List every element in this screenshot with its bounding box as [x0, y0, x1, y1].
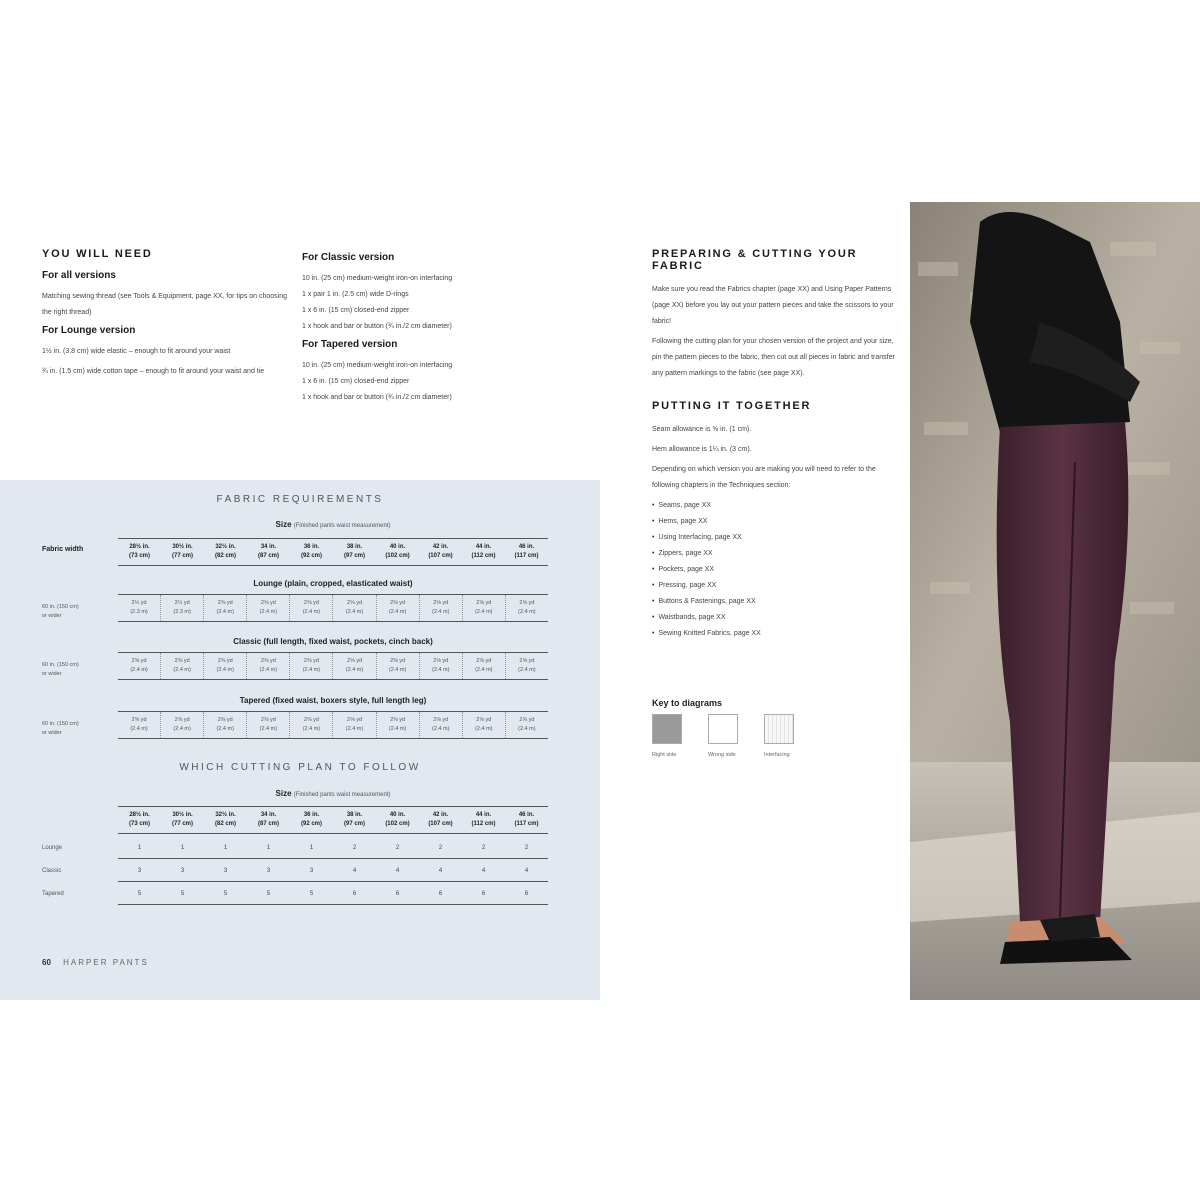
size-header-cell [505, 807, 548, 833]
amount-meters: (2.4 m) [518, 726, 536, 732]
fabric-amount-cell [333, 653, 376, 679]
cutting-plan-cell: 5 [266, 891, 271, 897]
lounge-version-title: For Lounge version [42, 325, 136, 336]
size-inches: 28½ in. [129, 544, 150, 550]
size-header-cell [204, 807, 247, 833]
fabric-amount-cell [247, 712, 290, 738]
fabric-size-note: (Finished pants waist measurement) [293, 523, 391, 529]
cutting-size-caption [118, 789, 548, 798]
technique-list-item: • Zippers, page XX [652, 546, 898, 562]
key-swatch-label: Wrong side [708, 752, 736, 758]
section-title: Classic (full length, fixed waist, pockets, cinch back) [233, 637, 433, 646]
cutting-plan-cell: 6 [395, 891, 400, 897]
amount-meters: (2.4 m) [345, 609, 364, 615]
amount-yards: 2⅝ yd [519, 600, 535, 606]
classic-version-item: 1 x 6 in. (15 cm) closed-end zipper [302, 307, 410, 314]
fabric-amount-row [118, 711, 548, 739]
technique-list-item: • Hems, page XX [652, 514, 898, 530]
amount-yards: 2⅝ yd [303, 658, 319, 664]
size-cm: (102 cm) [385, 553, 410, 559]
you-will-need-heading: YOU WILL NEED [42, 248, 153, 260]
size-header-cell [290, 539, 333, 565]
size-cm: (73 cm) [128, 553, 150, 559]
fabric-amount-cell [377, 653, 420, 679]
amount-meters: (2.4 m) [431, 667, 450, 673]
amount-yards: 2⅝ yd [433, 600, 449, 606]
size-inches: 42 in. [432, 544, 449, 550]
cutting-plan-cell: 6 [438, 891, 443, 897]
fabric-amount-cell [333, 595, 376, 621]
size-inches: 40 in. [389, 544, 406, 550]
amount-yards: 2⅝ yd [519, 658, 535, 664]
fabric-size-label: Size [275, 520, 292, 529]
cutting-size-note: (Finished pants waist measurement) [293, 792, 391, 798]
amount-yards: 2⅝ yd [390, 717, 406, 723]
width-label-line: 60 in. (150 cm) [42, 604, 79, 610]
amount-meters: (2.4 m) [475, 609, 493, 615]
size-header-cell [247, 539, 290, 565]
cutting-plan-cell: 5 [137, 891, 142, 897]
fabric-amount-cell [161, 712, 204, 738]
cutting-plan-cell: 5 [180, 891, 185, 897]
fabric-amount-cell [204, 653, 247, 679]
cutting-plan-cell: 1 [266, 845, 271, 851]
section-title: Lounge (plain, cropped, elasticated waist) [253, 579, 413, 588]
technique-list-item: • Buttons & Fastenings, page XX [652, 594, 898, 610]
amount-meters: (2.3 m) [173, 609, 191, 615]
size-header-cell [204, 539, 247, 565]
fabric-amount-cell [377, 712, 420, 738]
amount-yards: 2⅝ yd [131, 717, 147, 723]
size-cm: (87 cm) [257, 553, 279, 559]
cutting-plan-cell: 1 [309, 845, 314, 851]
putting-paragraph: Hem allowance is 1¼ in. (3 cm). [652, 446, 752, 453]
size-header-cell [505, 539, 548, 565]
cutting-plan-row [118, 861, 548, 882]
size-cm: (102 cm) [385, 821, 410, 827]
amount-meters: (2.4 m) [388, 667, 407, 673]
amount-meters: (2.4 m) [173, 667, 191, 673]
size-cm: (77 cm) [171, 821, 193, 827]
technique-list-item: • Pockets, page XX [652, 562, 898, 578]
diagram-key [652, 698, 794, 758]
amount-yards: 2⅝ yd [347, 717, 362, 723]
size-header-cell [247, 807, 290, 833]
amount-yards: 2⅝ yd [303, 717, 319, 723]
cutting-plan-cell: 4 [438, 868, 443, 874]
amount-yards: 2⅝ yd [260, 600, 276, 606]
amount-meters: (2.4 m) [130, 667, 148, 673]
size-inches: 34 in. [260, 544, 277, 550]
technique-list-item: • Waistbands, page XX [652, 610, 898, 626]
size-inches: 38 in. [346, 544, 363, 550]
amount-meters: (2.4 m) [259, 609, 278, 615]
amount-yards: 2⅝ yd [303, 600, 319, 606]
cutting-plan-cell: 6 [481, 891, 486, 897]
all-versions-item: Matching sewing thread (see Tools & Equipment, page XX, for tips on choosing the right thread) [42, 293, 288, 316]
cutting-size-label: Size [275, 789, 292, 798]
width-label-line: or wider [42, 671, 62, 677]
cutting-plan-cell: 6 [524, 891, 529, 897]
size-cm: (117 cm) [514, 821, 539, 827]
fabric-amount-row [118, 594, 548, 622]
size-cm: (82 cm) [214, 553, 236, 559]
amount-meters: (2.4 m) [259, 667, 278, 673]
cutting-plan-cell: 6 [352, 891, 357, 897]
key-swatches [652, 714, 794, 758]
key-title: Key to diagrams [652, 698, 723, 708]
cutting-plan-cell: 1 [180, 845, 185, 851]
amount-yards: 2⅝ yd [131, 658, 147, 664]
cutting-plan-cell: 2 [352, 845, 357, 851]
technique-list-item: • Sewing Knitted Fabrics, page XX [652, 626, 898, 642]
size-cm: (87 cm) [257, 821, 279, 827]
fabric-amount-cell [161, 595, 204, 621]
technique-list-item: • Pressing, page XX [652, 578, 898, 594]
fabric-amount-cell [420, 653, 463, 679]
cutting-plan-row-label: Tapered [42, 891, 64, 897]
tapered-version-item: 1 x hook and bar or button (¾ in./2 cm diameter) [302, 394, 452, 401]
cutting-plan-cell: 3 [137, 868, 142, 874]
amount-yards: 2⅝ yd [390, 600, 406, 606]
key-swatch-box [764, 714, 794, 744]
cutting-plan-cell: 5 [309, 891, 314, 897]
model-photo-illustration [910, 202, 1200, 1000]
size-inches: 46 in. [518, 812, 535, 818]
size-inches: 44 in. [475, 544, 492, 550]
tapered-version-item: 10 in. (25 cm) medium-weight iron-on interfacing [302, 362, 453, 369]
tapered-version-item: 1 x 6 in. (15 cm) closed-end zipper [302, 378, 410, 385]
key-swatch-label: Interfacing [764, 752, 790, 758]
tapered-version-title: For Tapered version [302, 339, 398, 350]
size-cm: (97 cm) [343, 821, 365, 827]
fabric-amount-cell [161, 653, 204, 679]
size-cm: (107 cm) [428, 553, 453, 559]
requirements-panel [0, 480, 600, 1000]
size-cm: (107 cm) [428, 821, 453, 827]
cutting-plan-cell: 2 [524, 845, 529, 851]
size-cm: (92 cm) [300, 821, 322, 827]
amount-meters: (2.4 m) [302, 609, 321, 615]
size-inches: 28½ in. [129, 812, 150, 818]
fabric-amount-cell [506, 653, 548, 679]
amount-yards: 2⅝ yd [260, 658, 276, 664]
classic-version-title: For Classic version [302, 252, 395, 263]
you-will-need-right-column [302, 248, 562, 406]
page-footer [42, 958, 149, 967]
key-swatch-box [708, 714, 738, 744]
cutting-plan-row-label: Lounge [42, 845, 63, 851]
cutting-plan-row-label: Classic [42, 868, 62, 874]
all-versions-title: For all versions [42, 270, 116, 281]
cutting-size-header-row [118, 806, 548, 834]
cutting-plan-cell: 1 [223, 845, 228, 851]
cutting-plan-cell: 4 [352, 868, 357, 874]
fabric-width-label: Fabric width [42, 546, 84, 553]
cutting-plan-cell: 4 [524, 868, 529, 874]
fabric-size-header-row [118, 538, 548, 566]
amount-yards: 2⅝ yd [433, 717, 449, 723]
classic-version-item: 10 in. (25 cm) medium-weight iron-on interfacing [302, 275, 453, 282]
technique-list-item: • Using Interfacing, page XX [652, 530, 898, 546]
amount-meters: (2.4 m) [130, 726, 148, 732]
cutting-plan-cell: 4 [481, 868, 486, 874]
preparing-paragraph: Following the cutting plan for your chosen version of the project and your size, pin the pattern pieces to the fabric, then cut out all pieces in fabric and transfer any pattern markings to the fabric (see page XX). [652, 338, 895, 377]
fabric-amount-cell [420, 712, 463, 738]
size-header-cell [161, 807, 204, 833]
amount-meters: (2.3 m) [130, 609, 148, 615]
classic-version-item: 1 x hook and bar or button (¾ in./2 cm diameter) [302, 323, 452, 330]
model-photo [910, 202, 1200, 1000]
preparing-heading: PREPARING & CUTTING YOUR FABRIC [652, 248, 858, 272]
size-inches: 38 in. [346, 812, 363, 818]
fabric-width-row-label [42, 603, 79, 621]
amount-meters: (2.4 m) [431, 726, 450, 732]
amount-meters: (2.4 m) [431, 609, 450, 615]
amount-yards: 2⅝ yd [476, 658, 492, 664]
fabric-size-caption [118, 520, 548, 529]
putting-paragraph: Seam allowance is ⅝ in. (1 cm). [652, 426, 752, 433]
amount-yards: 2⅝ yd [433, 658, 449, 664]
width-label-line: or wider [42, 730, 62, 736]
fabric-amount-cell [118, 712, 161, 738]
size-inches: 30½ in. [172, 544, 193, 550]
fabric-amount-cell [118, 595, 161, 621]
size-header-cell [333, 807, 376, 833]
page-number: 60 [42, 958, 51, 967]
cutting-plan-cell: 2 [395, 845, 400, 851]
amount-meters: (2.4 m) [302, 667, 321, 673]
fabric-amount-cell [420, 595, 463, 621]
size-inches: 40 in. [389, 812, 406, 818]
book-spread [0, 202, 1200, 1000]
amount-meters: (2.4 m) [302, 726, 321, 732]
amount-meters: (2.4 m) [475, 726, 493, 732]
cutting-plan-cell: 2 [438, 845, 443, 851]
fabric-amount-cell [290, 653, 333, 679]
lounge-version-item: 1½ in. (3.8 cm) wide elastic – enough to fit around your waist [42, 348, 231, 355]
preparing-paragraph: Make sure you read the Fabrics chapter (page XX) and Using Paper Patterns (page XX) before you lay out your pattern pieces and take the scissors to your fabric! [652, 286, 894, 325]
key-swatch [708, 714, 738, 758]
cutting-plan-cell: 3 [266, 868, 271, 874]
running-title: HARPER PANTS [63, 958, 149, 967]
cutting-plan-cell: 3 [180, 868, 185, 874]
fabric-amount-cell [290, 712, 333, 738]
putting-paragraph: Depending on which version you are making you will need to refer to the following chapters in the Techniques section: [652, 466, 876, 489]
technique-list [652, 498, 898, 642]
cutting-plan-cell: 5 [223, 891, 228, 897]
size-inches: 34 in. [260, 812, 277, 818]
amount-yards: 2⅝ yd [260, 717, 276, 723]
amount-meters: (2.4 m) [259, 726, 278, 732]
cutting-plan-row [118, 884, 548, 905]
amount-meters: (2.4 m) [216, 609, 234, 615]
fabric-requirements-title: FABRIC REQUIREMENTS [216, 494, 384, 505]
cutting-plan-cell: 3 [309, 868, 314, 874]
size-header-cell [462, 807, 505, 833]
fabric-amount-cell [463, 653, 506, 679]
size-inches: 36 in. [303, 812, 320, 818]
fabric-amount-cell [247, 653, 290, 679]
fabric-amount-cell [463, 712, 506, 738]
technique-list-item: • Seams, page XX [652, 498, 898, 514]
amount-yards: 2½ yd [131, 600, 147, 606]
fabric-amount-cell [506, 595, 548, 621]
amount-yards: 2⅝ yd [390, 658, 406, 664]
width-label-line: 60 in. (150 cm) [42, 662, 79, 668]
amount-meters: (2.4 m) [345, 726, 364, 732]
lounge-version-item: ¾ in. (1.5 cm) wide cotton tape – enough to fit around your waist and tie [42, 368, 265, 375]
amount-meters: (2.4 m) [518, 609, 536, 615]
cutting-plan-cell: 3 [223, 868, 228, 874]
key-swatch-box [652, 714, 682, 744]
fabric-amount-cell [506, 712, 548, 738]
width-label-line: or wider [42, 613, 62, 619]
putting-together-heading: PUTTING IT TOGETHER [652, 400, 812, 412]
amount-meters: (2.4 m) [345, 667, 364, 673]
size-header-cell [376, 539, 419, 565]
amount-meters: (2.4 m) [216, 667, 234, 673]
size-header-cell [118, 807, 161, 833]
size-cm: (92 cm) [300, 553, 322, 559]
amount-yards: 2⅝ yd [174, 658, 190, 664]
amount-yards: 2⅝ yd [217, 658, 233, 664]
size-inches: 44 in. [475, 812, 492, 818]
cutting-plan-cell: 4 [395, 868, 400, 874]
size-header-cell [161, 539, 204, 565]
size-inches: 32½ in. [215, 812, 236, 818]
fabric-amount-cell [463, 595, 506, 621]
amount-meters: (2.4 m) [388, 609, 407, 615]
size-cm: (112 cm) [471, 821, 496, 827]
amount-yards: 2⅝ yd [476, 600, 492, 606]
fabric-amount-cell [290, 595, 333, 621]
size-header-cell [118, 539, 161, 565]
size-header-cell [419, 539, 462, 565]
size-inches: 32½ in. [215, 544, 236, 550]
size-cm: (112 cm) [471, 553, 496, 559]
amount-meters: (2.4 m) [173, 726, 191, 732]
fabric-amount-cell [204, 595, 247, 621]
size-header-cell [333, 539, 376, 565]
amount-meters: (2.4 m) [388, 726, 407, 732]
size-cm: (97 cm) [343, 553, 365, 559]
size-header-cell [376, 807, 419, 833]
amount-meters: (2.4 m) [216, 726, 234, 732]
size-cm: (73 cm) [128, 821, 150, 827]
amount-yards: 2½ yd [174, 600, 190, 606]
amount-yards: 2⅝ yd [347, 600, 362, 606]
cutting-plan-title: WHICH CUTTING PLAN TO FOLLOW [179, 762, 421, 773]
size-cm: (117 cm) [514, 553, 539, 559]
amount-yards: 2⅝ yd [519, 717, 535, 723]
key-swatch-label: Right side [652, 752, 677, 758]
cutting-plan-cell: 1 [137, 845, 142, 851]
key-swatch [764, 714, 794, 758]
fabric-amount-cell [333, 712, 376, 738]
size-header-cell [290, 807, 333, 833]
size-inches: 30½ in. [172, 812, 193, 818]
key-swatch [652, 714, 682, 758]
right-page-text [652, 248, 898, 642]
size-cm: (82 cm) [214, 821, 236, 827]
amount-meters: (2.4 m) [518, 667, 536, 673]
fabric-amount-cell [204, 712, 247, 738]
size-inches: 46 in. [518, 544, 535, 550]
size-header-cell [419, 807, 462, 833]
amount-yards: 2⅝ yd [217, 717, 233, 723]
fabric-width-row-label [42, 720, 79, 738]
cutting-plan-row [118, 838, 548, 859]
size-cm: (77 cm) [171, 553, 193, 559]
fabric-amount-cell [247, 595, 290, 621]
amount-yards: 2⅝ yd [174, 717, 190, 723]
size-inches: 42 in. [432, 812, 449, 818]
you-will-need-left-column [42, 248, 292, 384]
fabric-amount-cell [377, 595, 420, 621]
fabric-width-row-label [42, 661, 79, 679]
classic-version-item: 1 x pair 1 in. (2.5 cm) wide D-rings [302, 291, 409, 298]
section-title: Tapered (fixed waist, boxers style, full length leg) [239, 696, 427, 705]
cutting-plan-cell: 2 [481, 845, 486, 851]
size-header-cell [462, 539, 505, 565]
amount-yards: 2⅝ yd [217, 600, 233, 606]
amount-yards: 2⅝ yd [476, 717, 492, 723]
fabric-amount-cell [118, 653, 161, 679]
fabric-amount-row [118, 652, 548, 680]
amount-yards: 2⅝ yd [347, 658, 362, 664]
amount-meters: (2.4 m) [475, 667, 493, 673]
size-inches: 36 in. [303, 544, 320, 550]
width-label-line: 60 in. (150 cm) [42, 721, 79, 727]
